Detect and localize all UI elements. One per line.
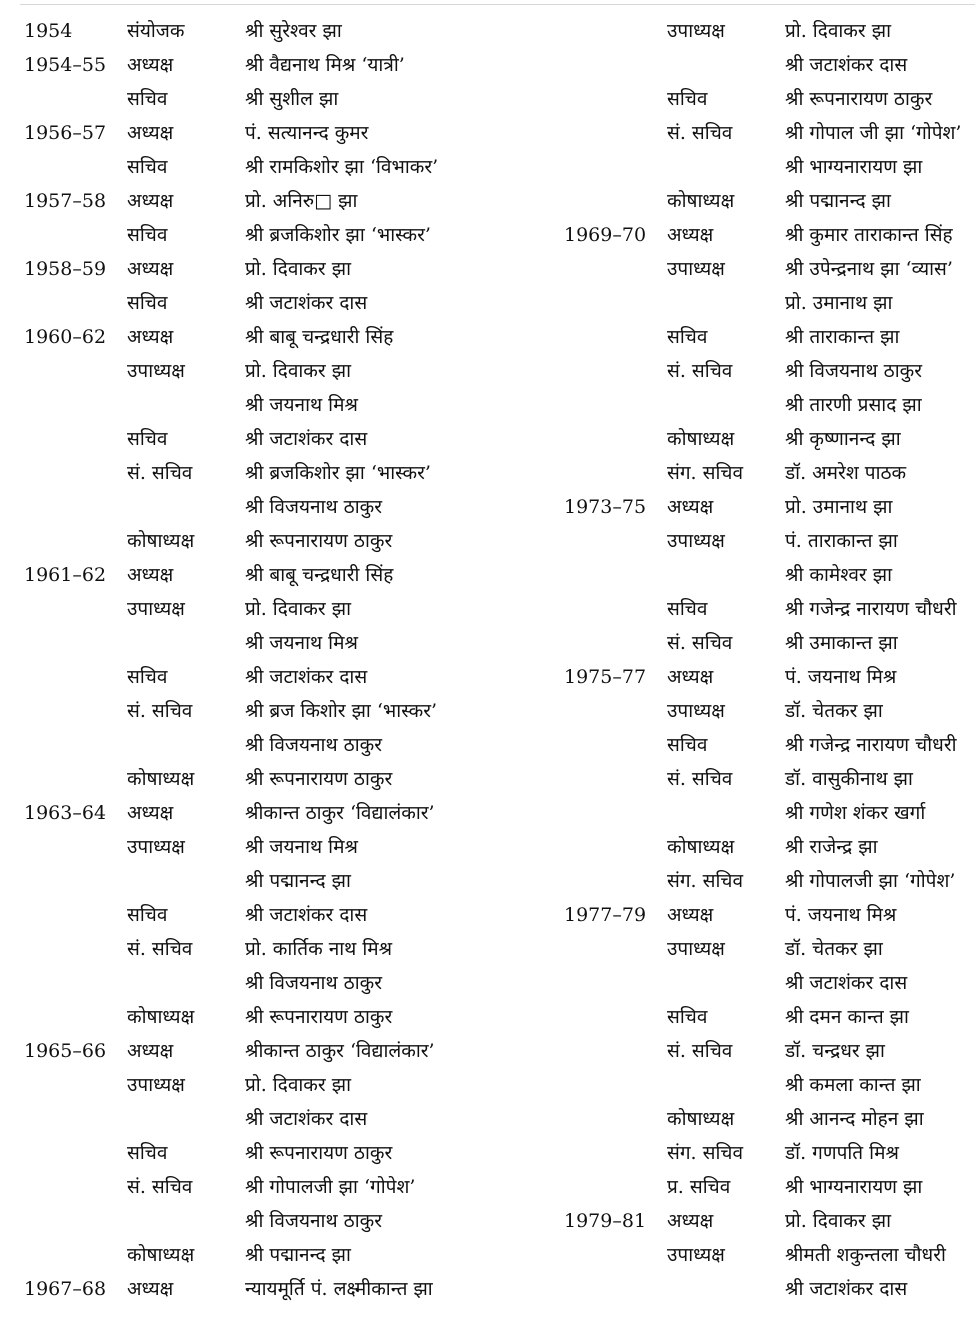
office-bearer-row — [564, 1000, 979, 1034]
member-name: श्री रामकिशोर झा ‘विभाकर’ — [245, 156, 439, 178]
term-year: 1965–66 — [24, 1040, 107, 1062]
member-name: श्री बाबू चन्द्रधारी सिंह — [245, 326, 394, 348]
office-post: सचिव — [667, 326, 708, 348]
member-name: प्रो. दिवाकर झा — [785, 1210, 891, 1232]
member-name: श्री गजेन्द्र नारायण चौधरी — [785, 598, 957, 620]
member-name: प्रो. दिवाकर झा — [245, 258, 351, 280]
member-name: श्री सुशील झा — [245, 88, 339, 110]
top-divider — [20, 4, 975, 5]
office-post: सं. सचिव — [127, 700, 193, 722]
member-name: प्रो. दिवाकर झा — [245, 1074, 351, 1096]
office-post: कोषाध्यक्ष — [667, 428, 735, 450]
office-post: प्र. सचिव — [667, 1176, 731, 1198]
member-name: श्रीकान्त ठाकुर ‘विद्यालंकार’ — [245, 1040, 435, 1062]
office-post: उपाध्यक्ष — [667, 1244, 725, 1266]
member-name: श्री रूपनारायण ठाकुर — [245, 530, 393, 552]
office-post: उपाध्यक्ष — [667, 530, 725, 552]
office-bearer-row — [24, 14, 544, 48]
member-name: पं. जयनाथ मिश्र — [785, 904, 897, 926]
member-name: श्री पद्मानन्द झा — [245, 1244, 351, 1266]
member-name: श्री जयनाथ मिश्र — [245, 394, 358, 416]
office-bearer-row — [24, 1034, 544, 1068]
term-year: 1977–79 — [564, 904, 647, 926]
member-name: प्रो. अनिरु□ झा — [245, 190, 358, 212]
member-name: डॉ. चन्द्रधर झा — [785, 1040, 885, 1062]
office-bearer-row — [564, 1272, 979, 1306]
member-name: श्री कामेश्वर झा — [785, 564, 893, 586]
office-bearer-row — [564, 456, 979, 490]
office-bearer-row — [24, 1136, 544, 1170]
office-bearer-row — [24, 728, 544, 762]
office-bearer-row — [564, 830, 979, 864]
member-name: श्री कुमार ताराकान्त सिंह — [785, 224, 953, 246]
term-year: 1954 — [24, 20, 73, 42]
office-bearer-row — [564, 354, 979, 388]
office-post: अध्यक्ष — [127, 258, 174, 280]
office-post: उपाध्यक्ष — [127, 836, 185, 858]
office-post: अध्यक्ष — [127, 564, 174, 586]
office-post: कोषाध्यक्ष — [127, 530, 195, 552]
office-bearer-row — [564, 1102, 979, 1136]
member-name: पं. जयनाथ मिश्र — [785, 666, 897, 688]
member-name: प्रो. उमानाथ झा — [785, 496, 893, 518]
office-bearer-row — [564, 728, 979, 762]
office-bearer-row — [24, 966, 544, 1000]
office-post: कोषाध्यक्ष — [127, 768, 195, 790]
member-name: श्री विजयनाथ ठाकुर — [245, 496, 382, 518]
office-post: कोषाध्यक्ष — [667, 836, 735, 858]
member-name: श्री रूपनारायण ठाकुर — [245, 768, 393, 790]
member-name: श्री विजयनाथ ठाकुर — [245, 972, 382, 994]
member-name: डॉ. गणपति मिश्र — [785, 1142, 899, 1164]
office-post: सं. सचिव — [667, 122, 733, 144]
member-name: श्री गजेन्द्र नारायण चौधरी — [785, 734, 957, 756]
office-bearer-row — [564, 388, 979, 422]
office-post: उपाध्यक्ष — [667, 258, 725, 280]
term-year: 1969–70 — [564, 224, 647, 246]
member-name: श्री जटाशंकर दास — [245, 904, 368, 926]
member-name: श्री जटाशंकर दास — [245, 666, 368, 688]
member-name: न्यायमूर्ति पं. लक्ष्मीकान्त झा — [245, 1278, 433, 1300]
office-post: सचिव — [127, 1142, 168, 1164]
office-bearer-row — [24, 626, 544, 660]
office-bearer-row — [564, 1238, 979, 1272]
member-name: पं. सत्यानन्द कुमर — [245, 122, 369, 144]
office-bearer-row — [24, 116, 544, 150]
office-post: उपाध्यक्ष — [667, 700, 725, 722]
member-name: श्री उपेन्द्रनाथ झा ‘व्यास’ — [785, 258, 953, 280]
member-name: श्री जटाशंकर दास — [785, 972, 908, 994]
member-name: श्री विजयनाथ ठाकुर — [785, 360, 922, 382]
office-post: उपाध्यक्ष — [127, 1074, 185, 1096]
office-post: सं. सचिव — [667, 360, 733, 382]
office-bearer-row — [564, 184, 979, 218]
office-bearer-row — [564, 626, 979, 660]
office-bearer-row — [564, 966, 979, 1000]
term-year: 1954–55 — [24, 54, 107, 76]
member-name: श्री गोपालजी झा ‘गोपेश’ — [785, 870, 956, 892]
member-name: श्री गणेश शंकर खर्गा — [785, 802, 926, 824]
office-post: अध्यक्ष — [127, 1040, 174, 1062]
office-bearer-row — [564, 796, 979, 830]
office-bearer-row — [24, 1068, 544, 1102]
member-name: श्री दमन कान्त झा — [785, 1006, 909, 1028]
member-name: श्री सुरेश्वर झा — [245, 20, 342, 42]
member-name: श्री कृष्णानन्द झा — [785, 428, 901, 450]
member-name: श्रीकान्त ठाकुर ‘विद्यालंकार’ — [245, 802, 435, 824]
member-name: श्री बाबू चन्द्रधारी सिंह — [245, 564, 394, 586]
office-post: सचिव — [127, 88, 168, 110]
member-name: श्री विजयनाथ ठाकुर — [245, 1210, 382, 1232]
member-name: श्री आनन्द मोहन झा — [785, 1108, 924, 1130]
term-year: 1956–57 — [24, 122, 107, 144]
member-name: श्रीमती शकुन्तला चौधरी — [785, 1244, 946, 1266]
office-bearer-row — [564, 1170, 979, 1204]
member-name: श्री जटाशंकर दास — [245, 292, 368, 314]
term-year: 1973–75 — [564, 496, 647, 518]
office-bearer-row — [24, 762, 544, 796]
office-bearer-row — [24, 1102, 544, 1136]
member-name: प्रो. दिवाकर झा — [785, 20, 891, 42]
office-post: अध्यक्ष — [127, 326, 174, 348]
office-bearer-row — [564, 1034, 979, 1068]
office-bearer-row — [24, 898, 544, 932]
office-bearer-row — [24, 456, 544, 490]
office-bearer-row — [24, 286, 544, 320]
term-year: 1958–59 — [24, 258, 107, 280]
office-post: उपाध्यक्ष — [127, 360, 185, 382]
office-bearer-row — [564, 524, 979, 558]
office-bearer-row — [24, 830, 544, 864]
office-bearer-row — [564, 218, 979, 252]
office-post: सचिव — [127, 156, 168, 178]
office-bearer-row — [24, 1238, 544, 1272]
office-post: सचिव — [127, 224, 168, 246]
office-post: कोषाध्यक्ष — [127, 1244, 195, 1266]
member-name: प्रो. उमानाथ झा — [785, 292, 893, 314]
office-post: अध्यक्ष — [667, 666, 714, 688]
office-post: अध्यक्ष — [667, 496, 714, 518]
office-bearer-row — [24, 558, 544, 592]
member-name: श्री गोपाल जी झा ‘गोपेश’ — [785, 122, 962, 144]
office-post: सं. सचिव — [127, 938, 193, 960]
office-post: सचिव — [127, 292, 168, 314]
member-name: प्रो. दिवाकर झा — [245, 360, 351, 382]
office-post: संग. सचिव — [667, 1142, 744, 1164]
member-name: श्री जयनाथ मिश्र — [245, 836, 358, 858]
office-bearer-row — [564, 592, 979, 626]
office-bearer-row — [564, 1068, 979, 1102]
office-bearer-row — [564, 694, 979, 728]
member-name: श्री पद्मानन्द झा — [785, 190, 891, 212]
office-bearer-row — [564, 14, 979, 48]
term-year: 1979–81 — [564, 1210, 647, 1232]
office-bearer-row — [24, 422, 544, 456]
office-bearer-row — [564, 558, 979, 592]
member-name: श्री जटाशंकर दास — [785, 1278, 908, 1300]
term-year: 1957–58 — [24, 190, 107, 212]
member-name: श्री जटाशंकर दास — [245, 1108, 368, 1130]
office-post: सं. सचिव — [127, 462, 193, 484]
term-year: 1960–62 — [24, 326, 107, 348]
office-post: अध्यक्ष — [667, 904, 714, 926]
member-name: श्री वैद्यनाथ मिश्र ‘यात्री’ — [245, 54, 405, 76]
member-name: श्री ब्रजकिशोर झा ‘भास्कर’ — [245, 462, 431, 484]
member-name: श्री कमला कान्त झा — [785, 1074, 921, 1096]
office-post: सचिव — [667, 1006, 708, 1028]
term-year: 1975–77 — [564, 666, 647, 688]
office-bearer-row — [24, 660, 544, 694]
office-bearer-row — [564, 286, 979, 320]
office-post: संयोजक — [127, 20, 185, 42]
office-bearer-row — [564, 490, 979, 524]
office-bearer-row — [24, 864, 544, 898]
office-post: उपाध्यक्ष — [667, 938, 725, 960]
office-bearer-row — [564, 48, 979, 82]
member-name: श्री रूपनारायण ठाकुर — [245, 1142, 393, 1164]
office-bearer-row — [24, 490, 544, 524]
office-post: अध्यक्ष — [127, 190, 174, 212]
member-name: श्री ताराकान्त झा — [785, 326, 900, 348]
office-post: अध्यक्ष — [667, 1210, 714, 1232]
office-post: कोषाध्यक्ष — [667, 190, 735, 212]
office-post: सचिव — [667, 598, 708, 620]
office-bearer-row — [24, 218, 544, 252]
member-name: श्री पद्मानन्द झा — [245, 870, 351, 892]
office-bearer-row — [564, 660, 979, 694]
office-bearer-row — [564, 116, 979, 150]
office-bearer-row — [24, 524, 544, 558]
member-name: डॉ. वासुकीनाथ झा — [785, 768, 913, 790]
office-bearer-row — [564, 1136, 979, 1170]
office-post: अध्यक्ष — [127, 1278, 174, 1300]
member-name: श्री उमाकान्त झा — [785, 632, 898, 654]
term-year: 1967–68 — [24, 1278, 107, 1300]
member-name: श्री भाग्यनारायण झा — [785, 156, 923, 178]
member-name: श्री जटाशंकर दास — [785, 54, 908, 76]
office-post: संग. सचिव — [667, 870, 744, 892]
member-name: प्रो. दिवाकर झा — [245, 598, 351, 620]
member-name: श्री विजयनाथ ठाकुर — [245, 734, 382, 756]
member-name: श्री तारणी प्रसाद झा — [785, 394, 922, 416]
office-bearer-row — [24, 694, 544, 728]
office-post: सचिव — [127, 904, 168, 926]
member-name: डॉ. चेतकर झा — [785, 700, 883, 722]
office-bearer-row — [24, 1272, 544, 1306]
office-bearer-row — [24, 592, 544, 626]
term-year: 1963–64 — [24, 802, 107, 824]
member-name: श्री जटाशंकर दास — [245, 428, 368, 450]
office-bearer-row — [564, 422, 979, 456]
office-post: सचिव — [127, 666, 168, 688]
office-bearer-row — [564, 1204, 979, 1238]
member-name: श्री भाग्यनारायण झा — [785, 1176, 923, 1198]
office-bearer-row — [24, 184, 544, 218]
office-bearer-row — [564, 82, 979, 116]
office-bearer-row — [24, 1204, 544, 1238]
office-post: संग. सचिव — [667, 462, 744, 484]
office-post: अध्यक्ष — [667, 224, 714, 246]
office-bearer-row — [24, 48, 544, 82]
office-post: सचिव — [667, 88, 708, 110]
office-bearer-row — [24, 150, 544, 184]
office-bearer-row — [24, 932, 544, 966]
office-post: अध्यक्ष — [127, 802, 174, 824]
office-bearer-row — [24, 320, 544, 354]
office-post: सचिव — [127, 428, 168, 450]
office-bearer-row — [24, 252, 544, 286]
left-column-office-bearers — [24, 14, 544, 1306]
member-name: श्री रूपनारायण ठाकुर — [245, 1006, 393, 1028]
office-post: अध्यक्ष — [127, 54, 174, 76]
office-post: सं. सचिव — [667, 632, 733, 654]
term-year: 1961–62 — [24, 564, 107, 586]
member-name: श्री गोपालजी झा ‘गोपेश’ — [245, 1176, 416, 1198]
office-bearer-row — [24, 82, 544, 116]
member-name: श्री ब्रज किशोर झा ‘भास्कर’ — [245, 700, 437, 722]
office-bearer-row — [564, 932, 979, 966]
office-post: अध्यक्ष — [127, 122, 174, 144]
office-bearer-row — [24, 354, 544, 388]
office-post: कोषाध्यक्ष — [667, 1108, 735, 1130]
office-bearer-row — [564, 320, 979, 354]
member-name: डॉ. अमरेश पाठक — [785, 462, 907, 484]
office-bearer-row — [24, 1170, 544, 1204]
office-bearer-row — [564, 898, 979, 932]
office-post: सं. सचिव — [667, 768, 733, 790]
member-name: श्री ब्रजकिशोर झा ‘भास्कर’ — [245, 224, 431, 246]
member-name: श्री राजेन्द्र झा — [785, 836, 878, 858]
office-bearer-row — [564, 762, 979, 796]
office-bearer-row — [24, 388, 544, 422]
member-name: श्री रूपनारायण ठाकुर — [785, 88, 933, 110]
member-name: श्री जयनाथ मिश्र — [245, 632, 358, 654]
right-column-office-bearers — [564, 14, 979, 1306]
office-post: कोषाध्यक्ष — [127, 1006, 195, 1028]
office-bearer-row — [564, 150, 979, 184]
office-bearer-row — [24, 796, 544, 830]
member-name: प्रो. कार्तिक नाथ मिश्र — [245, 938, 393, 960]
member-name: पं. ताराकान्त झा — [785, 530, 898, 552]
office-post: सं. सचिव — [667, 1040, 733, 1062]
office-bearer-row — [564, 252, 979, 286]
office-post: सचिव — [667, 734, 708, 756]
member-name: डॉ. चेतकर झा — [785, 938, 883, 960]
office-post: उपाध्यक्ष — [667, 20, 725, 42]
office-post: उपाध्यक्ष — [127, 598, 185, 620]
office-post: सं. सचिव — [127, 1176, 193, 1198]
office-bearer-row — [24, 1000, 544, 1034]
office-bearer-row — [564, 864, 979, 898]
